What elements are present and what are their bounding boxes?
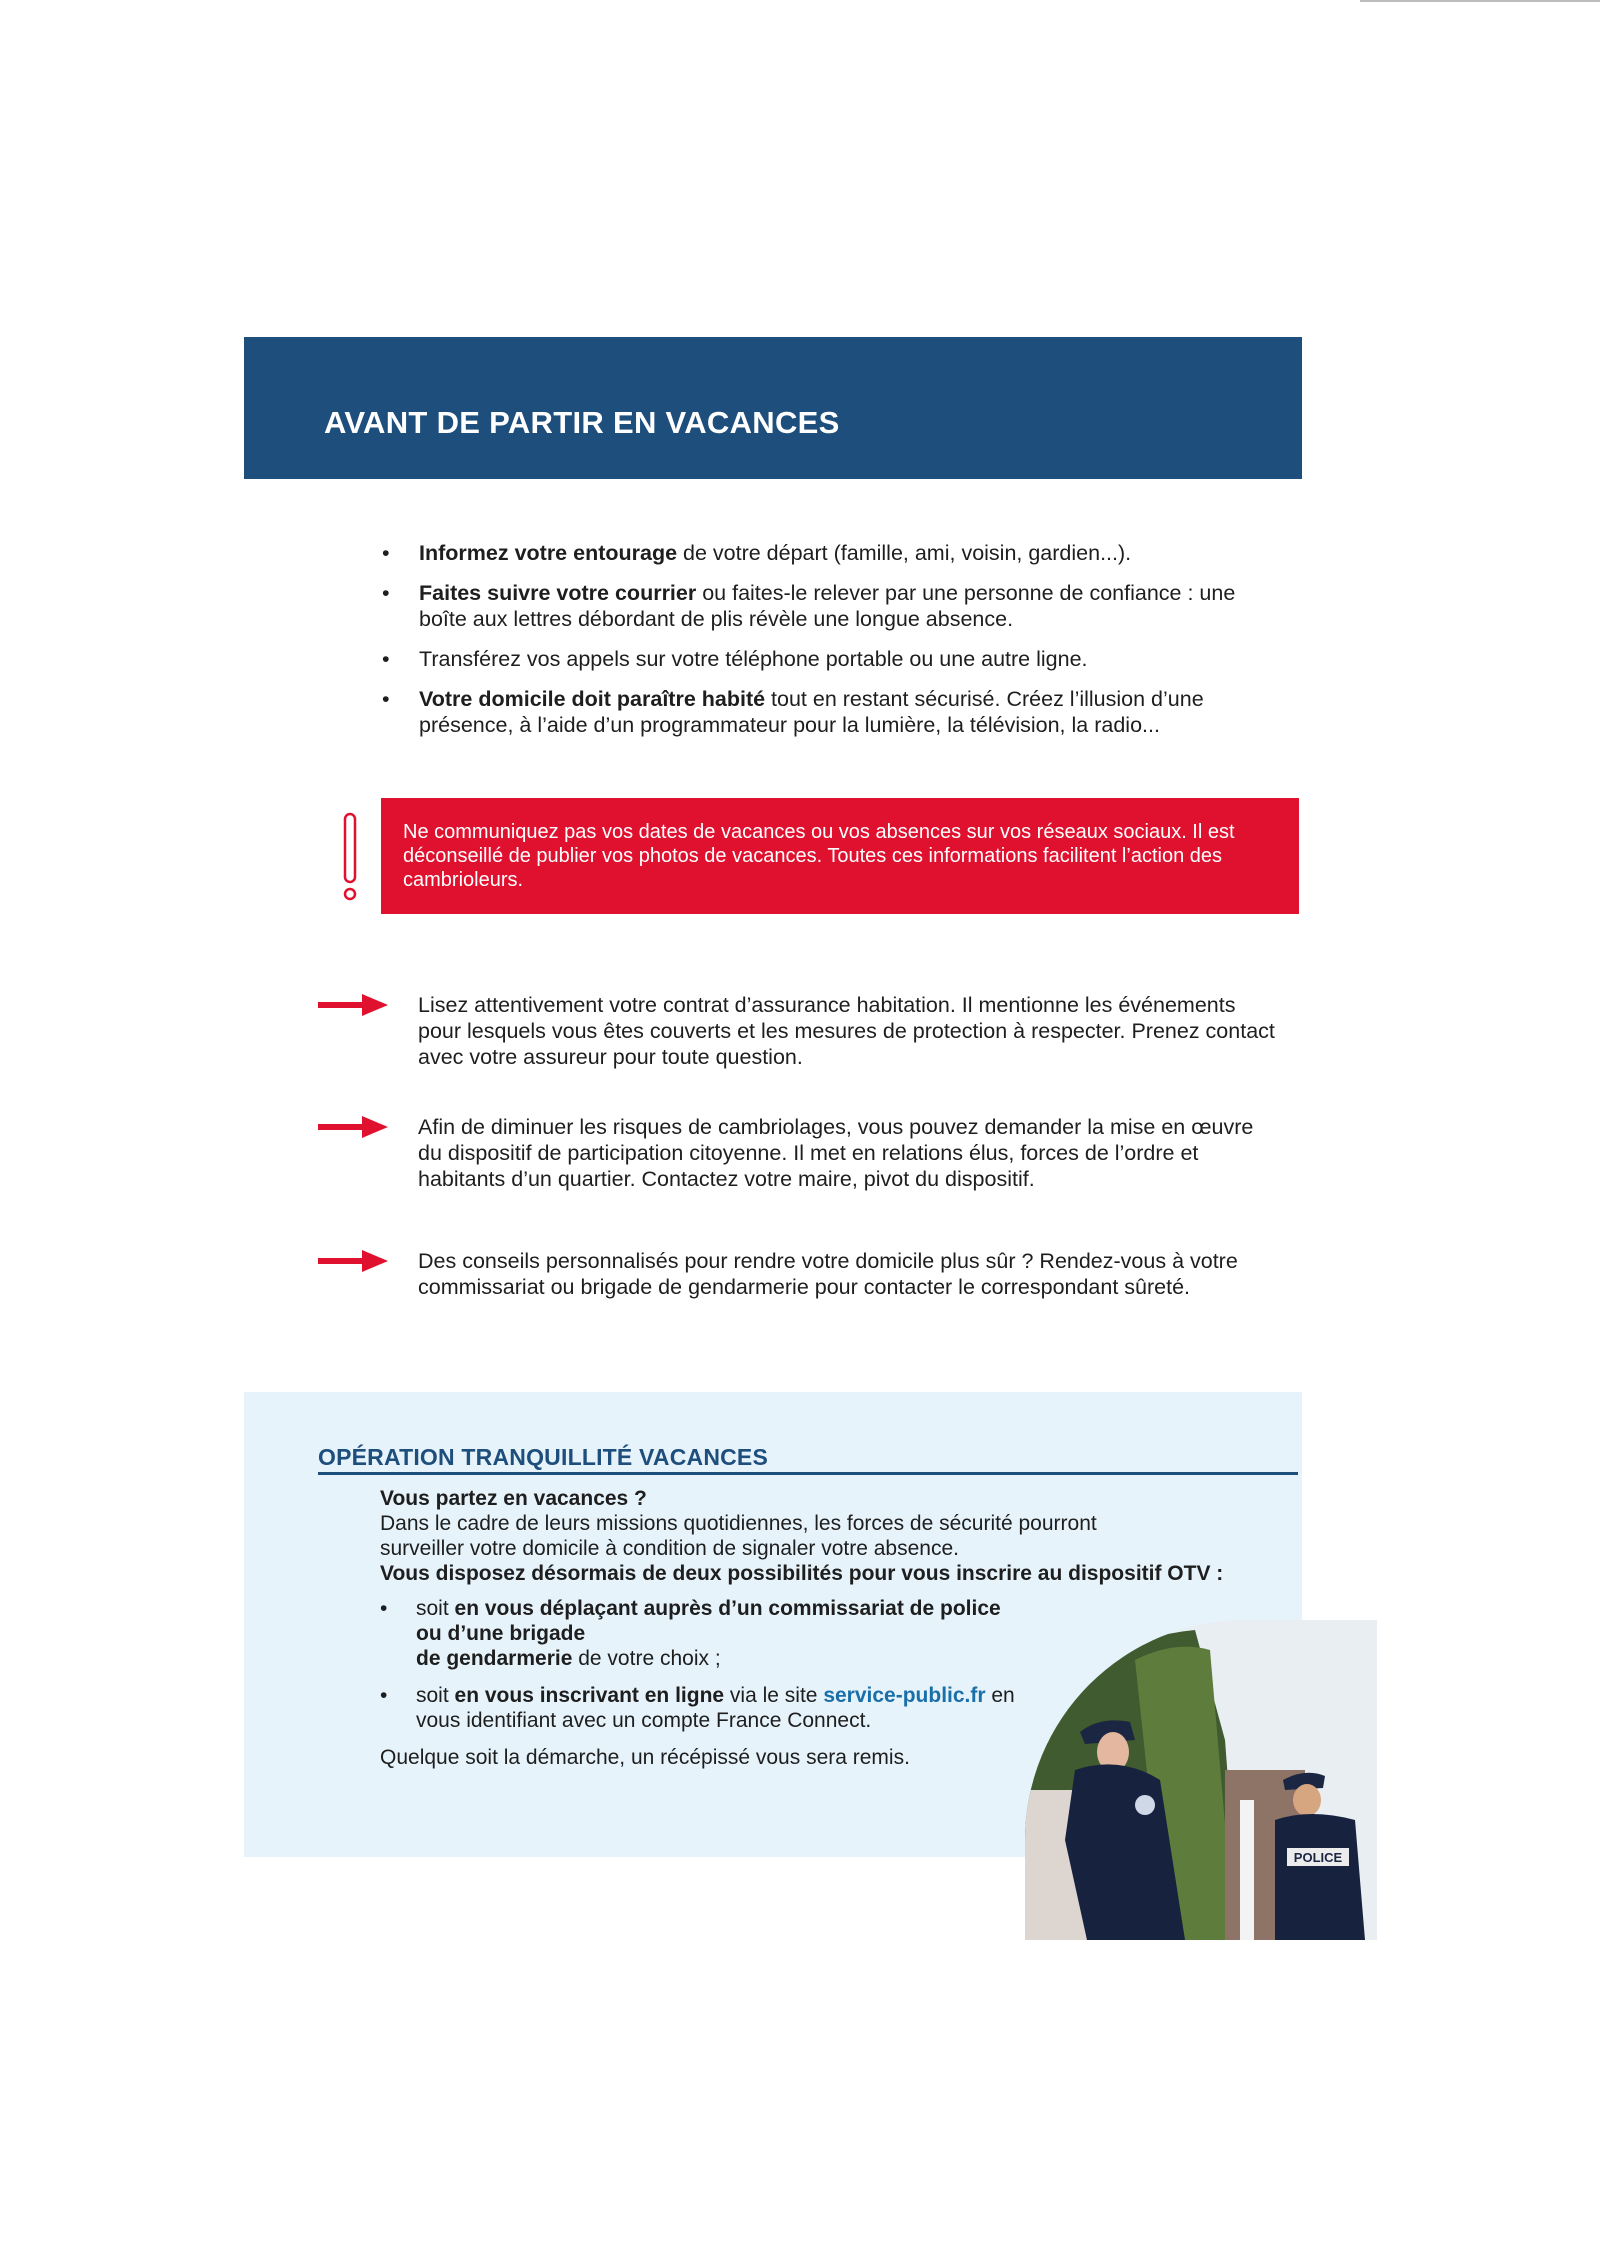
arrow-right-icon — [318, 994, 388, 1016]
item-text: de votre départ (famille, ami, voisin, gardien...). — [677, 541, 1132, 565]
item-emphasis: Faites suivre votre courrier — [419, 581, 697, 605]
bullet-icon: • — [380, 1684, 388, 1707]
option-text: de votre choix ; — [572, 1647, 721, 1670]
item-text: Transférez vos appels sur votre téléphone portable ou une autre ligne. — [419, 647, 1088, 671]
otv-title: OPÉRATION TRANQUILLITÉ VACANCES — [318, 1444, 769, 1470]
otv-closing: Quelque soit la démarche, un récépissé vous sera remis. — [380, 1746, 910, 1769]
exclamation-icon — [342, 812, 358, 902]
tip-item — [318, 992, 1278, 1070]
section-title: AVANT DE PARTIR EN VACANCES — [324, 405, 840, 440]
tip-text: Afin de diminuer les risques de cambriolages, vous pouvez demander la mise en œuvre du dispositif de participation citoyenne. Il met en relations élus, forces de l’ordre et habitants d’un quartier. Contactez votre maire, pivot du dispositif. — [418, 1115, 1254, 1191]
tip-item — [318, 1114, 1278, 1192]
bullet-icon: • — [382, 647, 390, 671]
section-header-band — [244, 337, 1302, 479]
option-text: en vous identifiant avec un compte France Connect. — [416, 1684, 1015, 1732]
tip-text: Lisez attentivement votre contrat d’assurance habitation. Il mentionne les événements pour lesquels vous êtes couverts et les mesures de protection à respecter. Prenez contact avec votre assureur pour toute question. — [418, 993, 1275, 1069]
option-emphasis: de gendarmerie — [416, 1647, 573, 1670]
otv-intro: Dans le cadre de leurs missions quotidiennes, les forces de sécurité pourront surveiller votre domicile à condition de signaler votre absence. — [380, 1512, 1097, 1560]
option-text: soit — [416, 1597, 455, 1620]
warning-text: Ne communiquez pas vos dates de vacances ou vos absences sur vos réseaux sociaux. Il est déconseillé de publier vos photos de vacances. Toutes ces informations facilitent l’action des cambrioleurs. — [403, 821, 1235, 891]
bullet-icon: • — [382, 581, 390, 605]
otv-lead: Vous disposez désormais de deux possibilités pour vous inscrire au dispositif OTV : — [380, 1562, 1224, 1585]
option-emphasis: en vous déplaçant auprès d’un commissariat de police ou d’une brigade — [416, 1597, 1001, 1645]
item-emphasis: Informez votre entourage — [419, 541, 678, 565]
otv-options — [380, 1596, 1020, 1733]
service-public-link[interactable]: service-public.fr — [823, 1684, 986, 1707]
option-text: via le site — [724, 1684, 824, 1707]
arrow-right-icon — [318, 1116, 388, 1138]
arrow-right-icon — [318, 1250, 388, 1272]
tip-text: Des conseils personnalisés pour rendre votre domicile plus sûr ? Rendez-vous à votre commissariat ou brigade de gendarmerie pour contacter le correspondant sûreté. — [418, 1249, 1238, 1299]
item-text: ou faites-le relever par une personne de confiance : une boîte aux lettres débordant de plis révèle une longue absence. — [419, 581, 1236, 631]
bullet-icon: • — [382, 541, 390, 565]
list-item — [376, 580, 1246, 632]
option-emphasis: en vous inscrivant en ligne — [454, 1684, 725, 1707]
tip-item — [318, 1248, 1278, 1300]
police-badge-text: POLICE — [1293, 1850, 1343, 1865]
list-item — [380, 1596, 1020, 1671]
advice-list — [376, 540, 1246, 752]
otv-question: Vous partez en vacances ? — [380, 1487, 647, 1510]
otv-divider — [318, 1472, 1298, 1475]
list-item — [380, 1683, 1020, 1733]
list-item — [376, 646, 1246, 672]
item-text: tout en restant sécurisé. Créez l’illusion d’une présence, à l’aide d’un programmateur pour la lumière, la télévision, la radio... — [419, 687, 1204, 737]
list-item — [376, 686, 1246, 738]
item-emphasis: Votre domicile doit paraître habité — [419, 687, 766, 711]
bullet-icon: • — [380, 1597, 388, 1620]
warning-box — [381, 798, 1299, 914]
scan-edge-line — [1360, 0, 1600, 2]
bullet-icon: • — [382, 687, 390, 711]
option-text: soit — [416, 1684, 455, 1707]
list-item — [376, 540, 1246, 566]
